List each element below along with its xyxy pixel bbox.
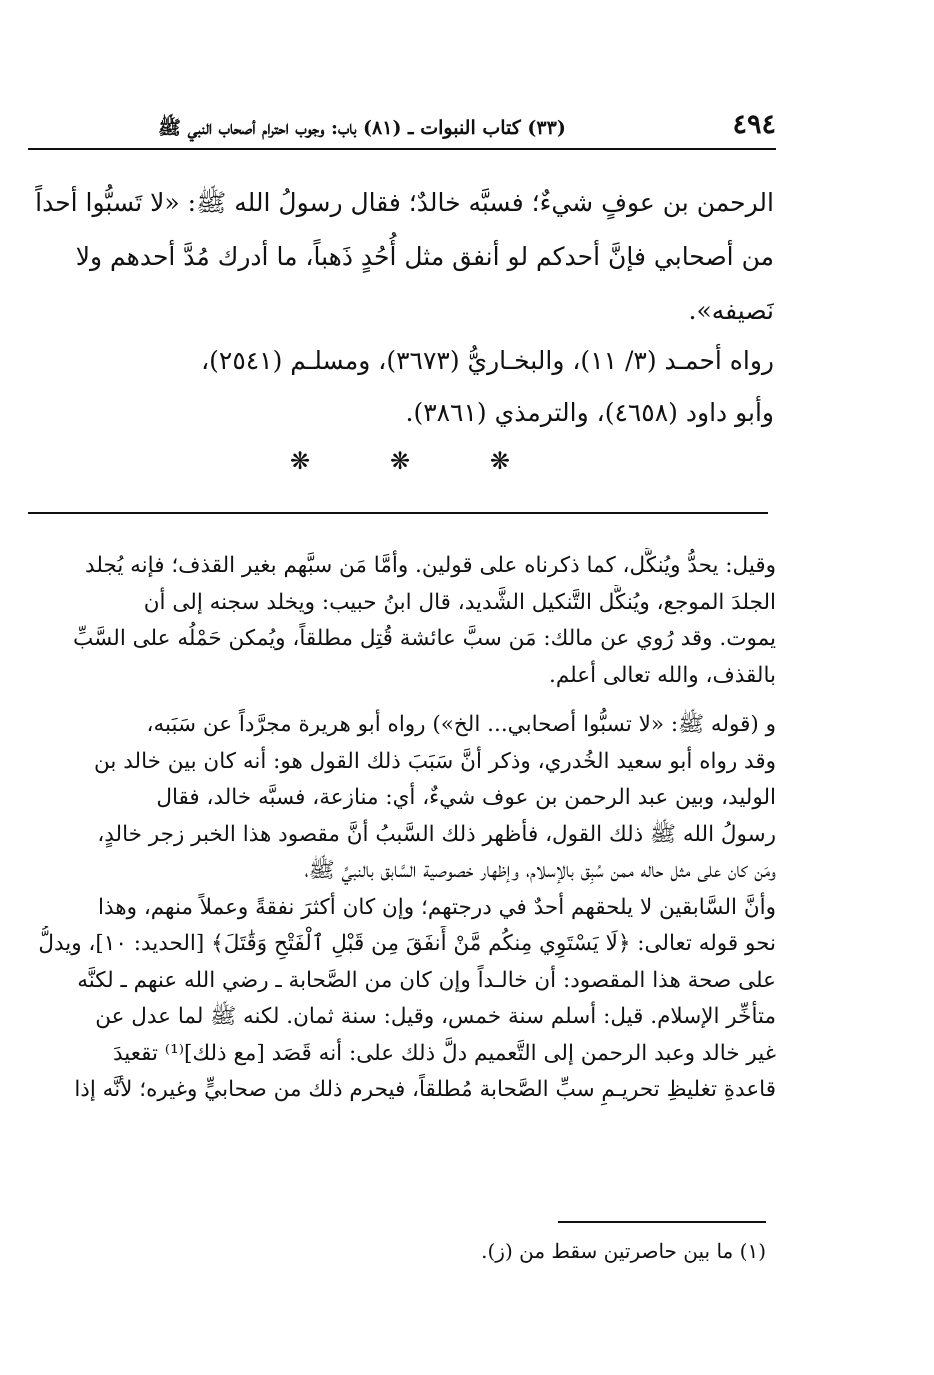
sources-line: وأبو داود (٤٦٥٨)، والترمذي (٣٨٦١). bbox=[405, 398, 774, 427]
footnote-rule bbox=[558, 1221, 766, 1223]
commentary-line: يموت. وقد رُوي عن مالك: مَن سبَّ عائشة قُتِل مطلقاً، ويُمكن حَمْلُه على السَّبِّ bbox=[72, 626, 776, 651]
commentary-line: وقد رواه أبو سعيد الخُدري، وذكر أنَّ سَبَبَ ذلك القول هو: أنه كان بين خالد بن bbox=[94, 748, 776, 774]
commentary-line: وأنَّ السَّابقين لا يلحقهم أحدٌ في درجتهم؛ وإن كان أكثرَ نفقةً وعملاً منهم، وهذا bbox=[98, 894, 776, 920]
hadith-line: من أصحابي فإنَّ أحدكم لو أنفق مثل أُحُدٍ ذَهباً، ما أدرك مُدَّ أحدهم ولا bbox=[75, 242, 774, 271]
commentary-line: متأخِّر الإسلام. قيل: أسلم سنة خمس، وقيل: سنة ثمان. لكنه ﷺ لما عدل عن bbox=[95, 1004, 776, 1029]
commentary-line: وقيل: يحدُّ ويُنكَّل، كما ذكرناه على قولين. وأمَّا مَن سبَّهم بغير القذف؛ فإنه يُجلد bbox=[85, 553, 776, 578]
footnote: (١) ما بين حاصرتين سقط من (ز). bbox=[481, 1239, 766, 1263]
commentary-line: الوليد، وبين عبد الرحمن بن عوف شيءٌ، أي: منازعة، فسبَّه خالد، فقال bbox=[156, 785, 776, 810]
page-number: ٤٩٤ bbox=[732, 109, 776, 140]
separator-star: ❋ bbox=[489, 447, 510, 475]
hadith-sources bbox=[22, 335, 774, 439]
running-header bbox=[28, 108, 776, 150]
commentary-line: بالقذف، والله تعالى أعلم. bbox=[549, 662, 776, 688]
separator-star: ❋ bbox=[389, 447, 411, 475]
commentary-line: غير خالد وعبد الرحمن إلى التَّعميم دلَّ ذلك على: أنه قَصَد [مع ذلك]⁽¹⁾ تقعيدَ bbox=[112, 1040, 776, 1066]
commentary-line: ومَن كان على مثل حاله ممن سُبِق بالإسلام، وإظهار خصوصية السَّابق بالنبيِّ ﷺ، bbox=[304, 858, 776, 883]
separator-star: ❋ bbox=[290, 447, 311, 475]
commentary-line: قاعدةِ تغليظِ تحريـمِ سبِّ الصَّحابة مُطلقاً، فيحرم ذلك من صحابيٍّ وغيره؛ لأنَّه إذا bbox=[74, 1077, 776, 1102]
sources-line: رواه أحمـد (٣/ ١١)، والبخـاريُّ (٣٦٧٣)، ومسلـم (٢٥٤١)، bbox=[201, 346, 774, 375]
commentary-line: و (قوله ﷺ: «لا تسبُّوا أصحابي... الخ») رواه أبو هريرة مجرَّداً عن سَبَبه، bbox=[146, 712, 776, 737]
commentary-paragraph bbox=[18, 707, 776, 1109]
commentary-line: رسولُ الله ﷺ ذلك القول، فأظهر ذلك السَّببُ أنَّ مقصود هذا الخبر زجر خالدٍ، bbox=[97, 821, 776, 847]
hadith-text bbox=[22, 176, 774, 338]
paragraph-gap bbox=[18, 694, 776, 707]
section-separator bbox=[290, 443, 510, 479]
commentary bbox=[18, 548, 776, 1109]
commentary-line: على صحة هذا المقصود: أن خالـداً وإن كان من الصَّحابة ـ رضي الله عنهم ـ لكنَّه bbox=[77, 967, 776, 993]
commentary-paragraph bbox=[18, 548, 776, 694]
hadith-line: الرحمن بن عوفٍ شيءٌ؛ فسبَّه خالدٌ؛ فقال رسولُ الله ﷺ: «لا تَسبُّوا أحداً bbox=[35, 188, 774, 217]
commentary-line: الجلدَ الموجع، ويُنكَّل التَّنكيل الشَّديد، قال ابنُ حبيب: ويخلد سجنه إلى أن bbox=[143, 589, 776, 615]
hadith-line: نَصيفه». bbox=[688, 296, 774, 325]
running-header-title: (٣٣) كتاب النبوات ـ (٨١) باب: وجوب احترام أصحاب النبي ﷺ bbox=[158, 117, 566, 139]
commentary-line: نحو قوله تعالى: ﴿لَا يَسْتَوِي مِنكُم مَّنْ أَنفَقَ مِن قَبْلِ ٱلْفَتْحِ وَقَٰتَلَ﴾ [الحديد: ١٠]، ويدلُّ bbox=[38, 931, 776, 956]
text-commentary-divider bbox=[28, 512, 768, 514]
